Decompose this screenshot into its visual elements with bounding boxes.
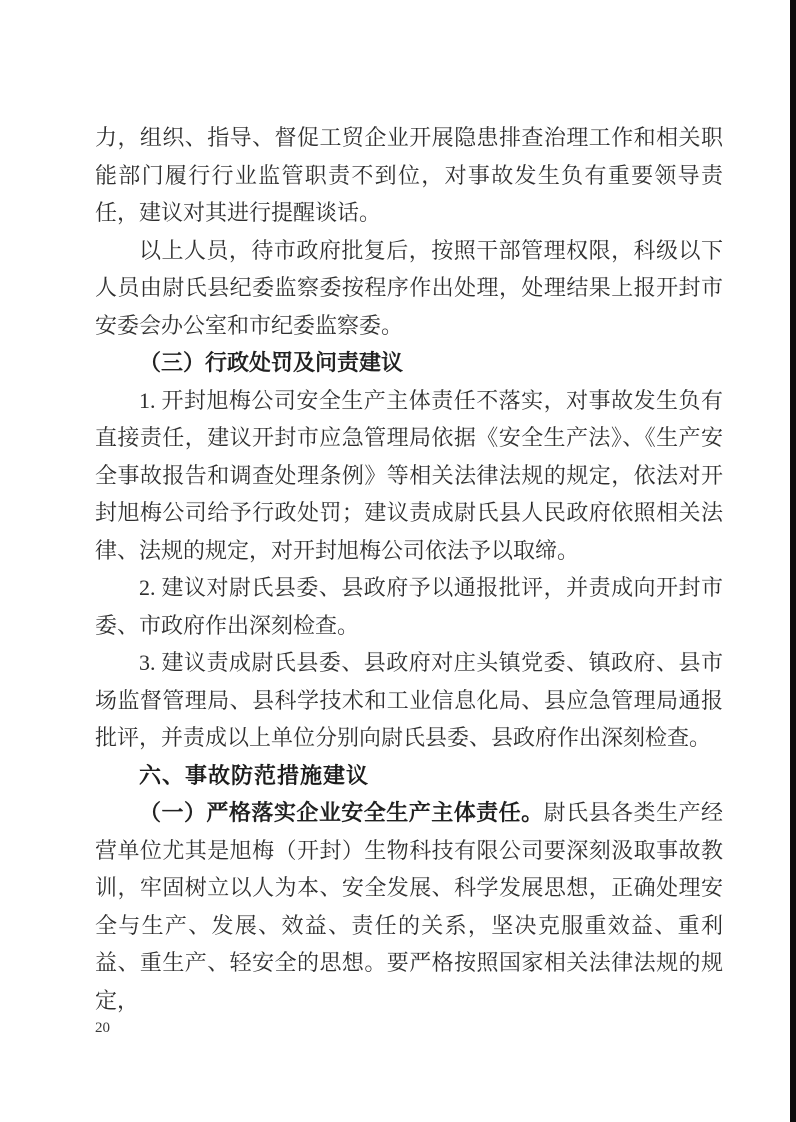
paragraph-penalty-item-3: 3. 建议责成尉氏县委、县政府对庄头镇党委、镇政府、县市场监督管理局、县科学技术和工业信息化局、县应急管理局通报批评，并责成以上单位分别向尉氏县委、县政府作出深刻检查。 xyxy=(95,650,723,750)
paragraph-penalty-item-2: 2. 建议对尉氏县委、县政府予以通报批评，并责成向开封市委、市政府作出深刻检查。 xyxy=(95,575,723,638)
paragraph-penalty-item-1: 1. 开封旭梅公司安全生产主体责任不落实，对事故发生负有直接责任，建议开封市应急管理局依据《安全生产法》、《生产安全事故报告和调查处理条例》等相关法律法规的规定，依法对开封旭梅公司给予行政处罚；建议责成尉氏县人民政府依照相关法律、法规的规定，对开封旭梅公司依法予以取缔。 xyxy=(95,387,723,563)
section-heading-prevention-measures: 六、事故防范措施建议 xyxy=(139,762,370,788)
page-number: 20 xyxy=(95,1020,110,1036)
section-heading-administrative-penalty: （三）行政处罚及问责建议 xyxy=(139,350,404,375)
paragraph-measure-1 xyxy=(95,794,723,1019)
document-body xyxy=(95,119,723,1019)
paragraph-measure-1-body: 尉氏县各类生产经营单位尤其是旭梅（开封）生物科技有限公司要深刻汲取事故教训，牢固树立以人为本、安全发展、科学发展思想，正确处理安全与生产、发展、效益、责任的关系，坚决克服重效益、重利益、重生产、轻安全的思想。要严格按照国家相关法律法规的规定， xyxy=(95,800,723,1013)
paragraph-measure-1-lead: （一）严格落实企业安全生产主体责任。 xyxy=(139,800,544,825)
scan-edge-artifact xyxy=(790,0,796,1122)
paragraph-personnel-handling: 以上人员，待市政府批复后，按照干部管理权限，科级以下人员由尉氏县纪委监察委按程序作出处理，处理结果上报开封市安委会办公室和市纪委监察委。 xyxy=(95,237,723,338)
paragraph-responsibility-continued: 力，组织、指导、督促工贸企业开展隐患排查治理工作和相关职能部门履行行业监管职责不到位，对事故发生负有重要领导责任，建议对其进行提醒谈话。 xyxy=(95,125,723,225)
